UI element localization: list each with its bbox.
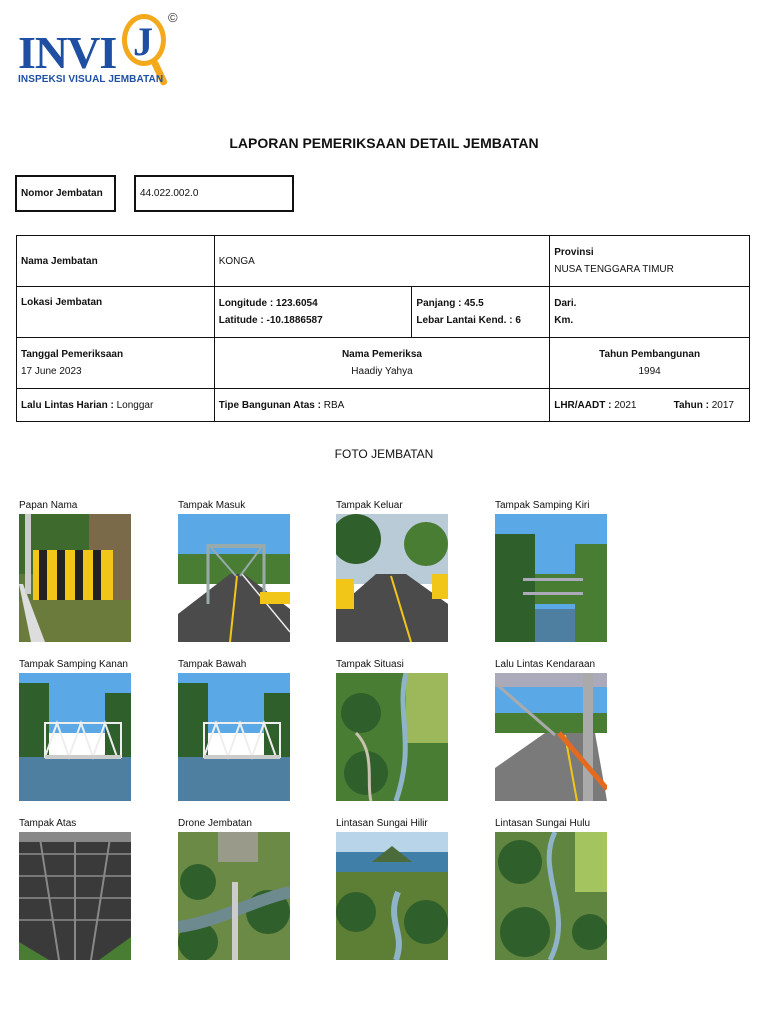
- latitude: Latitude : -10.1886587: [218, 315, 323, 326]
- dari-label: Dari.: [554, 298, 577, 309]
- row-lalu-lintas: [17, 389, 750, 422]
- photo-tampak-samping-kanan: [19, 659, 131, 801]
- photo-tampak-keluar: [336, 500, 448, 642]
- photo-tampak-atas: [19, 818, 131, 960]
- bridge-photo-image: [336, 514, 448, 642]
- nomor-jembatan-value: 44.022.002.0: [134, 175, 294, 212]
- tahun-label: Tahun Pembangunan: [599, 349, 701, 360]
- panjang: Panjang : 45.5: [416, 298, 484, 309]
- nama-label: Nama Jembatan: [17, 236, 215, 287]
- bridge-photo-image: [19, 832, 131, 960]
- bridge-info-table: [16, 235, 750, 422]
- photo-tampak-masuk: [178, 500, 290, 642]
- longitude: Longitude : 123.6054: [218, 298, 318, 309]
- lalu-lintas-value: Longgar: [113, 399, 154, 411]
- bridge-photo-image: [336, 832, 448, 960]
- photo-tampak-samping-kiri: [495, 500, 607, 642]
- lalu-lintas-label: Lalu Lintas Harian :: [21, 399, 114, 411]
- photo-tampak-bawah: [178, 659, 290, 801]
- invij-logo: [18, 10, 188, 90]
- pemeriksa-label: Nama Pemeriksa: [341, 349, 422, 360]
- tahun2-value: 2017: [708, 399, 734, 411]
- lokasi-label: Lokasi Jembatan: [17, 287, 215, 338]
- photo-tampak-situasi: [336, 659, 448, 801]
- lalu-lintas-cell: [17, 389, 215, 422]
- logo-wordmark: INVI: [18, 27, 117, 78]
- bridge-photo-image: [495, 673, 607, 801]
- photo-lalu-lintas-kendaraan: [495, 659, 607, 801]
- bridge-photo-image: [336, 673, 448, 801]
- lhr-label: LHR/AADT :: [554, 399, 612, 411]
- lhr-cell: [550, 389, 670, 422]
- foto-section-title: FOTO JEMBATAN: [334, 447, 434, 461]
- provinsi-value: NUSA TENGGARA TIMUR: [554, 264, 674, 275]
- photo-caption: Tampak Keluar: [336, 500, 403, 511]
- row-nama: [17, 236, 750, 287]
- km-label: Km.: [554, 315, 574, 326]
- tanggal-value: 17 June 2023: [21, 366, 82, 377]
- logo-letter: J: [133, 19, 153, 64]
- tahun-value: 1994: [638, 366, 661, 377]
- photo-caption: Tampak Bawah: [178, 659, 247, 670]
- bridge-photo-image: [178, 514, 290, 642]
- tahun2-cell: [670, 389, 750, 422]
- photo-drone-jembatan: [178, 818, 290, 960]
- tipe-label: Tipe Bangunan Atas :: [218, 399, 321, 411]
- provinsi-cell: [550, 236, 750, 287]
- tanggal-cell: [17, 338, 215, 389]
- photo-caption: Tampak Masuk: [178, 500, 246, 511]
- bridge-photo-image: [495, 832, 607, 960]
- nama-value: KONGA: [214, 236, 550, 287]
- logo-subtitle: INSPEKSI VISUAL JEMBATAN: [18, 74, 164, 85]
- photo-caption: Lintasan Sungai Hulu: [495, 818, 591, 829]
- tipe-cell: [214, 389, 550, 422]
- photo-caption: Tampak Samping Kanan: [19, 659, 128, 670]
- pemeriksa-cell: [214, 338, 550, 389]
- photo-caption: Tampak Samping Kiri: [495, 500, 590, 511]
- bridge-photo-image: [19, 514, 131, 642]
- dari-cell: [550, 287, 750, 338]
- photo-lintasan-sungai-hilir: [336, 818, 448, 960]
- report-title: LAPORAN PEMERIKSAAN DETAIL JEMBATAN: [229, 135, 539, 151]
- lhr-value: 2021: [611, 399, 637, 411]
- photo-caption: Tampak Atas: [19, 818, 77, 829]
- bridge-photo-image: [495, 514, 607, 642]
- tanggal-label: Tanggal Pemeriksaan: [21, 349, 124, 360]
- photo-caption: Drone Jembatan: [178, 818, 252, 829]
- coordinates-cell: [214, 287, 412, 338]
- provinsi-label: Provinsi: [554, 247, 594, 258]
- tahun-cell: [550, 338, 750, 389]
- photo-lintasan-sungai-hulu: [495, 818, 607, 960]
- bridge-photo-image: [178, 673, 290, 801]
- photo-caption: Lintasan Sungai Hilir: [336, 818, 428, 829]
- bridge-photo-image: [178, 832, 290, 960]
- copyright-mark: ©: [168, 10, 178, 25]
- photo-caption: Lalu Lintas Kendaraan: [495, 659, 596, 670]
- dimension-cell: [412, 287, 550, 338]
- bridge-photo-image: [19, 673, 131, 801]
- photo-caption: Papan Nama: [19, 500, 78, 511]
- lebar: Lebar Lantai Kend. : 6: [416, 315, 521, 326]
- nomor-jembatan-label: Nomor Jembatan: [15, 175, 116, 212]
- tahun2-label: Tahun :: [673, 399, 709, 411]
- row-tanggal: [17, 338, 750, 389]
- photo-caption: Tampak Situasi: [336, 659, 404, 670]
- photo-papan-nama: [19, 500, 131, 642]
- row-lokasi: [17, 287, 750, 338]
- tipe-value: RBA: [320, 399, 345, 411]
- pemeriksa-value: Haadiy Yahya: [351, 366, 413, 377]
